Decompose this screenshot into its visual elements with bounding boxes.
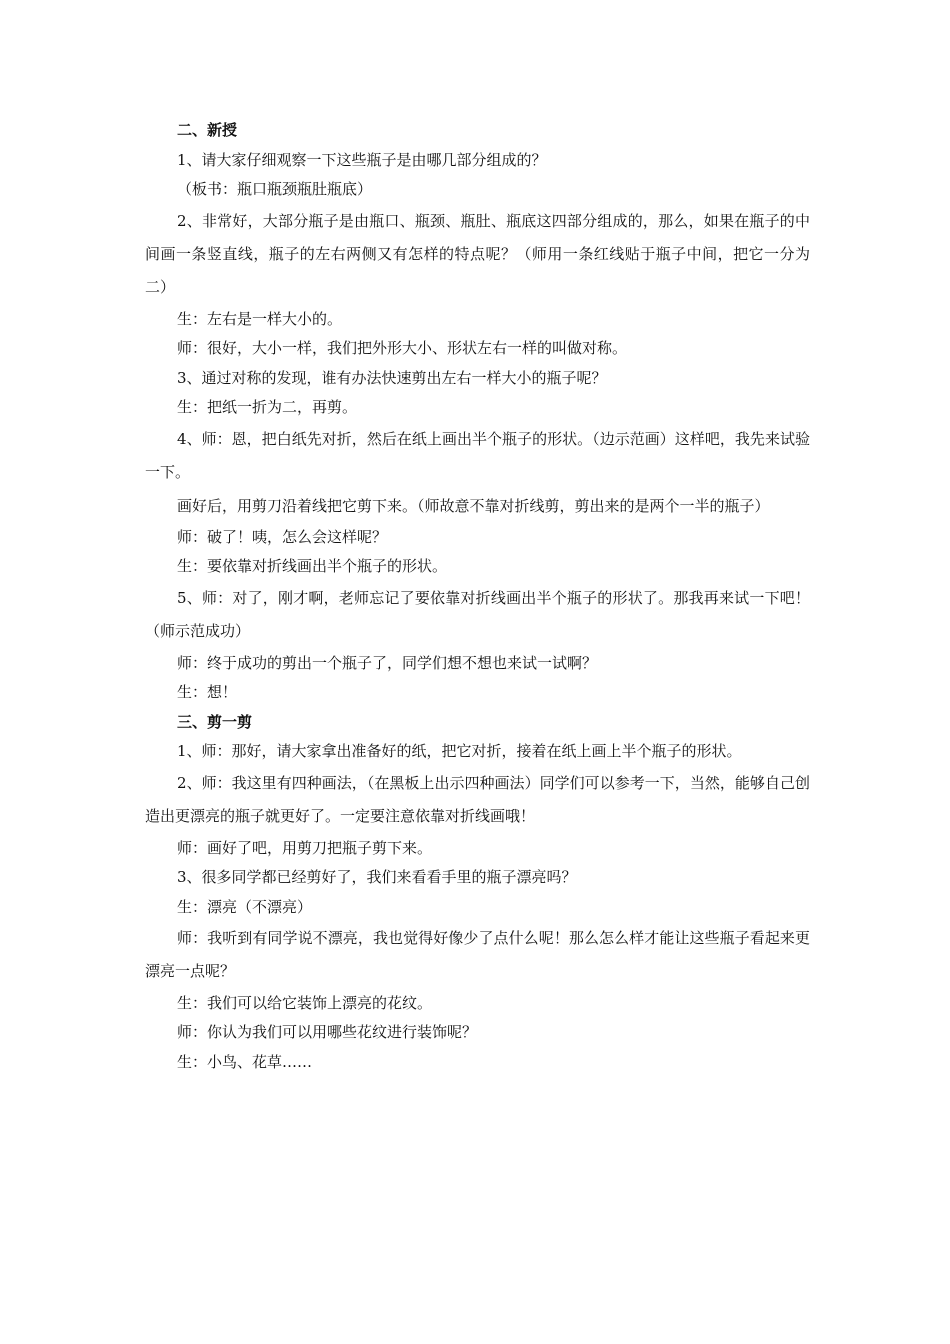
paragraph: 生：把纸一折为二，再剪。	[177, 398, 358, 417]
paragraph: 2、师：我这里有四种画法，（在黑板上出示四种画法）同学们可以参考一下，当然，能够自己创造出更漂亮的瓶子就更好了。一定要注意依靠对折线画哦！	[145, 773, 810, 826]
paragraph: 生：左右是一样大小的。	[177, 309, 343, 328]
paragraph: 师：终于成功的剪出一个瓶子了，同学们想不想也来试一试啊？	[177, 653, 598, 672]
paragraph: 5、师：对了，刚才啊，老师忘记了要依靠对折线画出半个瓶子的形状了。那我再来试一下吧！（师示范成功）	[145, 588, 810, 641]
paragraph: 生：小鸟、花草……	[177, 1052, 313, 1071]
paragraph: 画好后，用剪刀沿着线把它剪下来。（师故意不靠对折线剪，剪出来的是两个一半的瓶子）	[177, 496, 770, 515]
paragraph: 1、请大家仔细观察一下这些瓶子是由哪几部分组成的？	[177, 150, 547, 169]
paragraph: 师：你认为我们可以用哪些花纹进行装饰呢？	[177, 1023, 478, 1042]
document-page	[145, 116, 810, 1077]
paragraph: 3、通过对称的发现，谁有办法快速剪出左右一样大小的瓶子呢？	[177, 368, 607, 387]
paragraph: 师：画好了吧，用剪刀把瓶子剪下来。	[177, 838, 433, 857]
paragraph: 师：很好，大小一样，我们把外形大小、形状左右一样的叫做对称。	[177, 339, 628, 358]
paragraph: 生：想！	[177, 683, 238, 702]
paragraph: 4、师：恩，把白纸先对折，然后在纸上画出半个瓶子的形状。（边示范画）这样吧，我先来试验一下。	[145, 429, 810, 482]
paragraph: 3、很多同学都已经剪好了，我们来看看手里的瓶子漂亮吗？	[177, 868, 577, 887]
section-heading-cut: 三、剪一剪	[177, 712, 253, 731]
paragraph: （板书：瓶口瓶颈瓶肚瓶底）	[177, 180, 373, 198]
paragraph: 生：漂亮（不漂亮）	[177, 897, 313, 916]
paragraph: 1、师：那好，请大家拿出准备好的纸，把它对折，接着在纸上画上半个瓶子的形状。	[177, 742, 742, 761]
paragraph: 2、非常好，大部分瓶子是由瓶口、瓶颈、瓶肚、瓶底这四部分组成的，那么，如果在瓶子的中间画一条竖直线，瓶子的左右两侧又有怎样的特点呢？（师用一条红线贴于瓶子中间，把它一分为二）	[145, 211, 810, 297]
paragraph: 师：我听到有同学说不漂亮，我也觉得好像少了点什么呢！那么怎么样才能让这些瓶子看起来更漂亮一点呢？	[145, 929, 810, 981]
section-heading-new-lesson: 二、新授	[177, 121, 238, 139]
paragraph: 师：破了！咦，怎么会这样呢？	[177, 527, 388, 546]
paragraph: 生：要依靠对折线画出半个瓶子的形状。	[177, 557, 448, 576]
paragraph: 生：我们可以给它装饰上漂亮的花纹。	[177, 993, 433, 1012]
